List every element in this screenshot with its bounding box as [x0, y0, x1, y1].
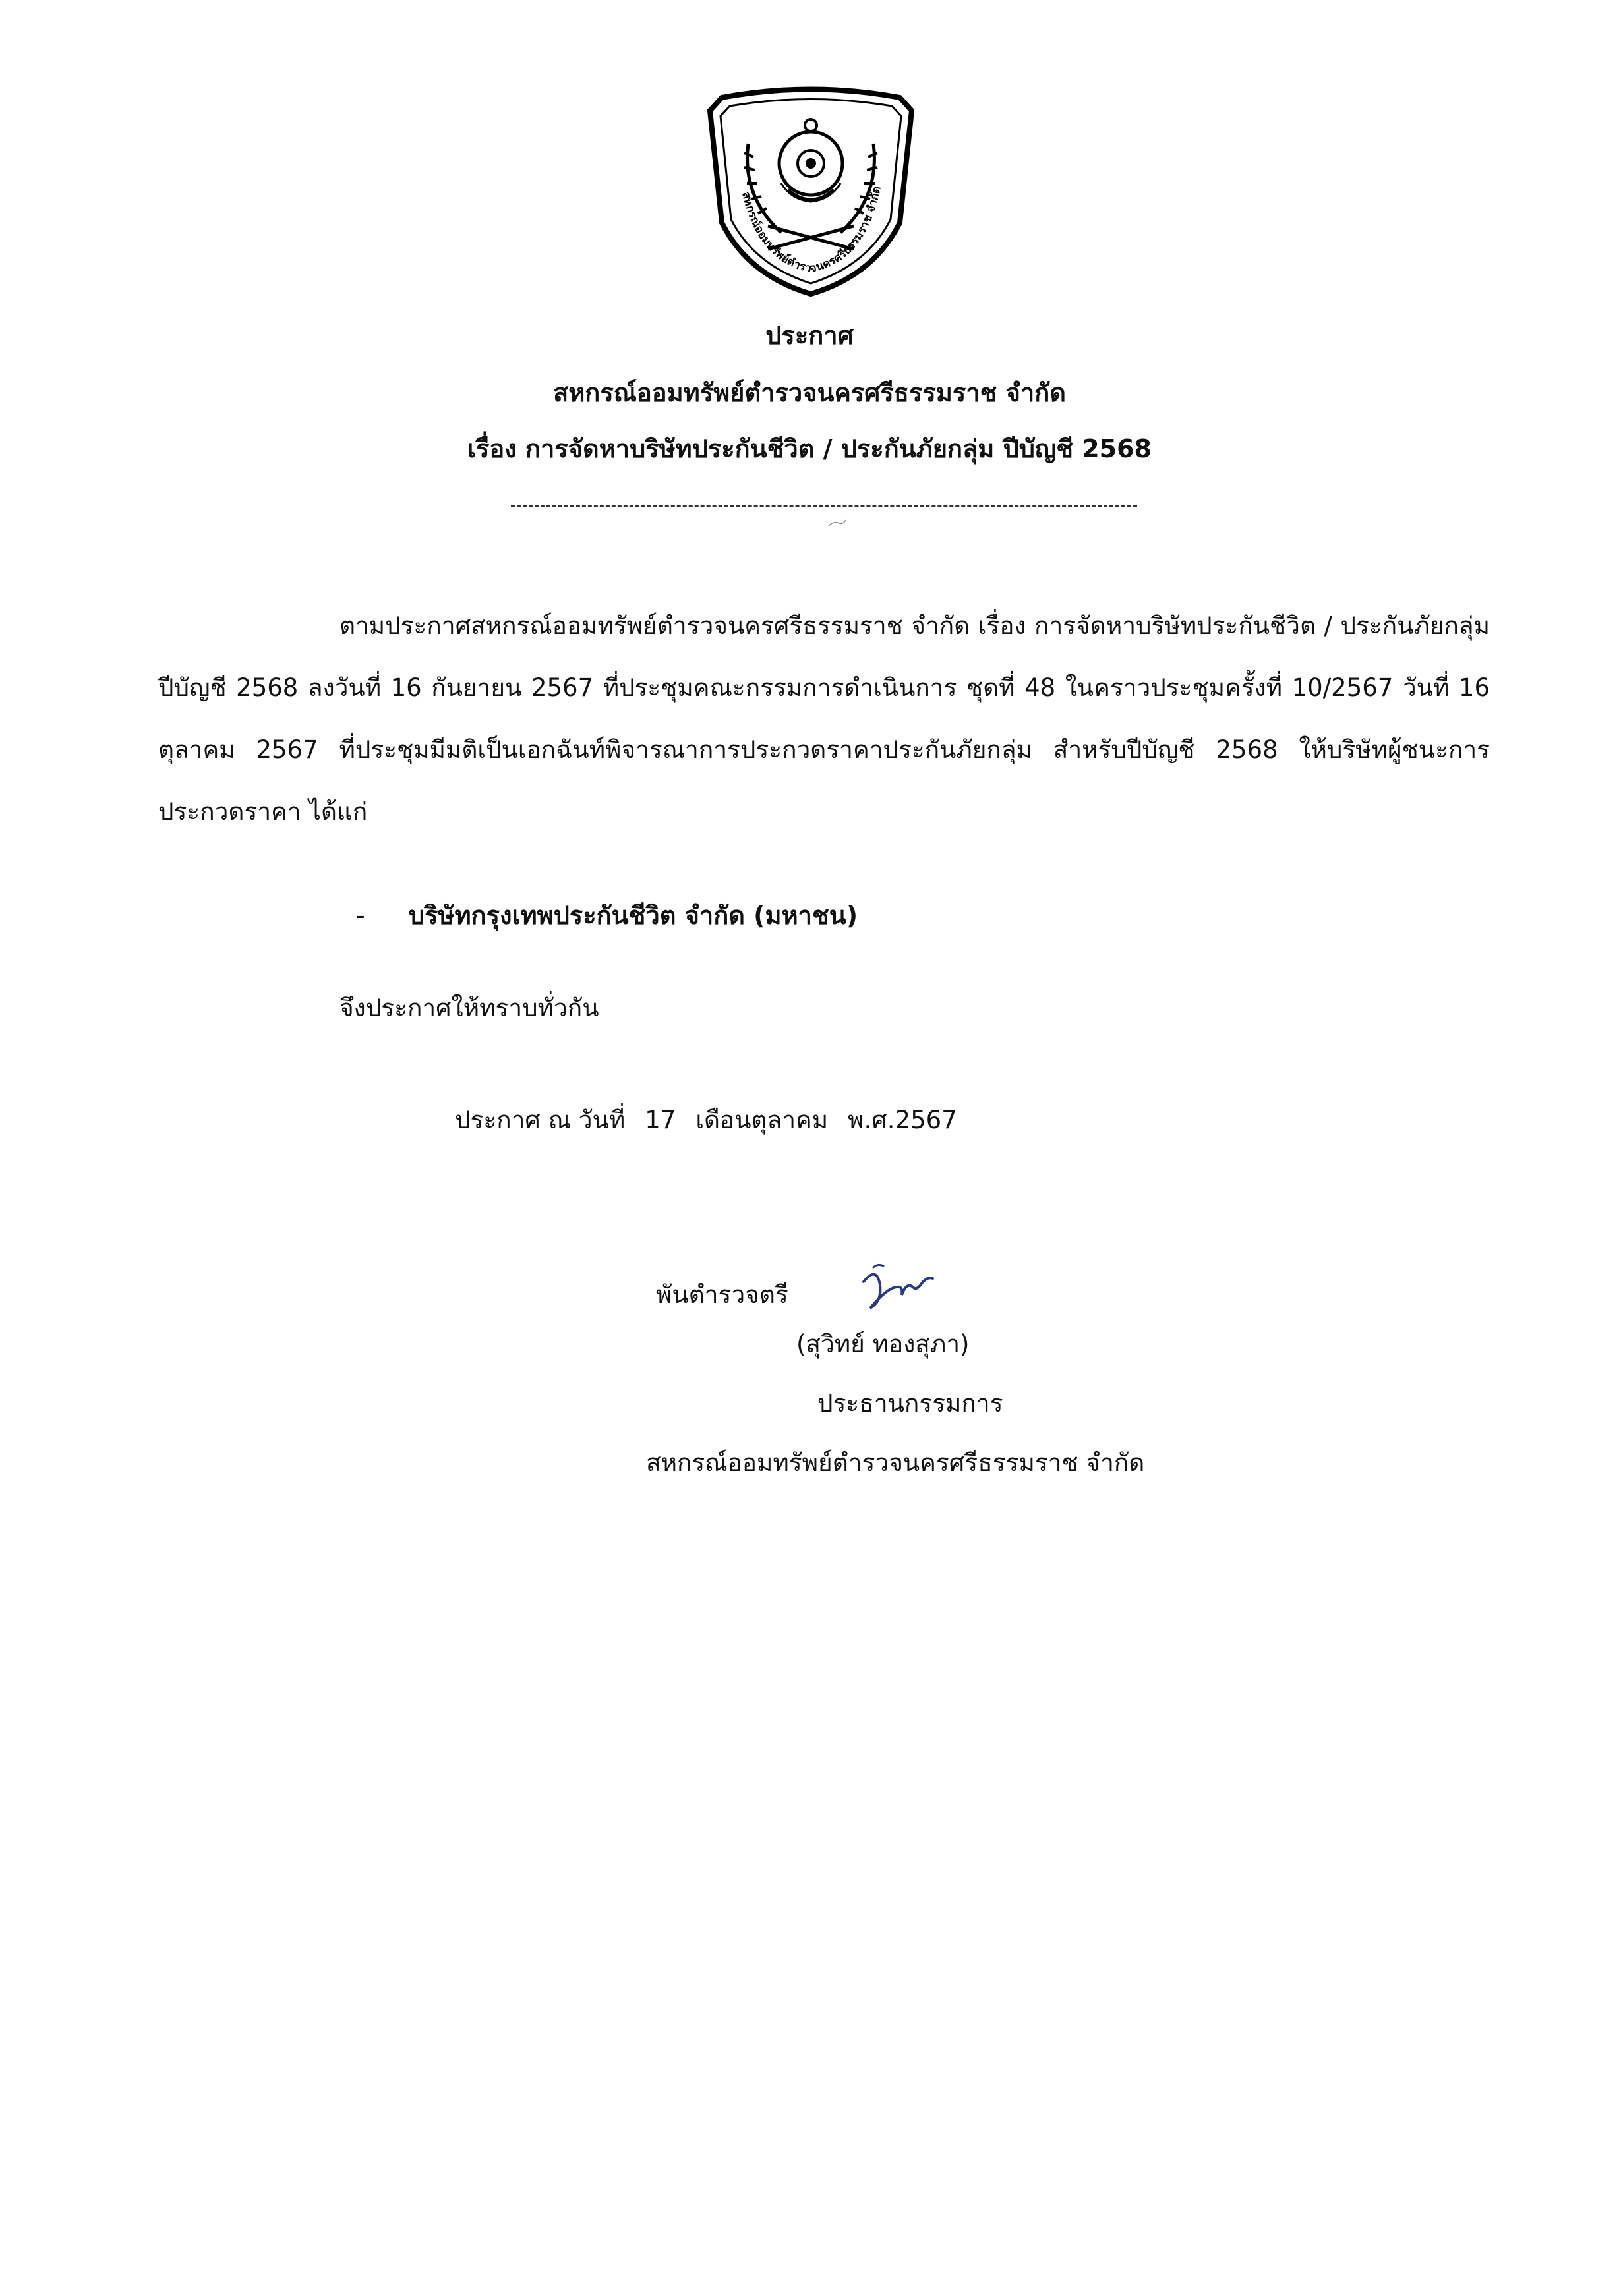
announcement-paragraph: ตามประกาศสหกรณ์ออมทรัพย์ตำรวจนครศรีธรรมราช จำกัด เรื่อง การจัดหาบริษัทประกันชีวิต / ประกันภัยกลุ่ม ปีบัญชี 2568 ลงวันที่ 16 กันยายน 2567 ที่ประชุมคณะกรรมการดำเนินการ ชุดที่ 48 ในคราวประชุมครั้งที่ 10/2567 วันที่ 16 ตุลาคม 2567 ที่ประชุมมีมติเป็นเอกฉันท์พิจารณาการประกวดราคาประกันภัยกลุ่ม สำหรับปีบัญชี 2568 ให้บริษัทผู้ชนะการประกวดราคา ได้แก่ [158, 612, 1490, 826]
organization-heading: สหกรณ์ออมทรัพย์ตำรวจนครศรีธรรมราช จำกัด [553, 378, 1066, 407]
dashed-divider [511, 505, 1137, 507]
date-day: 17 [645, 1106, 676, 1134]
scan-mark [827, 518, 847, 529]
winner-item [356, 895, 858, 935]
date-month: เดือนตุลาคม [695, 1106, 829, 1134]
logo-text: สหกรณ์ออมทรัพย์ตำรวจนครศรีธรรมราช จำกัด [739, 185, 884, 276]
document-type-heading: ประกาศ [765, 321, 854, 350]
winner-company: บริษัทกรุงเทพประกันชีวิต จำกัด (มหาชน) [409, 901, 858, 930]
cooperative-logo [702, 84, 920, 299]
signer-name: (สุวิทย์ ทองสุภา) [796, 1330, 970, 1358]
date-prefix: ประกาศ ณ วันที่ [455, 1106, 626, 1134]
announcement-date [455, 1101, 957, 1139]
signer-rank: พันตำรวจตรี [656, 1280, 788, 1309]
subject-heading: เรื่อง การจัดหาบริษัทประกันชีวิต / ประกันภัยกลุ่ม ปีบัญชี 2568 [467, 434, 1152, 463]
handwritten-signature [850, 1262, 936, 1315]
date-year: พ.ศ.2567 [848, 1106, 957, 1134]
signer-organization: สหกรณ์ออมทรัพย์ตำรวจนครศรีธรรมราช จำกัด [646, 1449, 1145, 1477]
closing-statement: จึงประกาศให้ทราบทั่วกัน [339, 994, 599, 1022]
signer-position: ประธานกรรมการ [817, 1389, 1003, 1418]
bullet-dash: - [356, 901, 365, 930]
